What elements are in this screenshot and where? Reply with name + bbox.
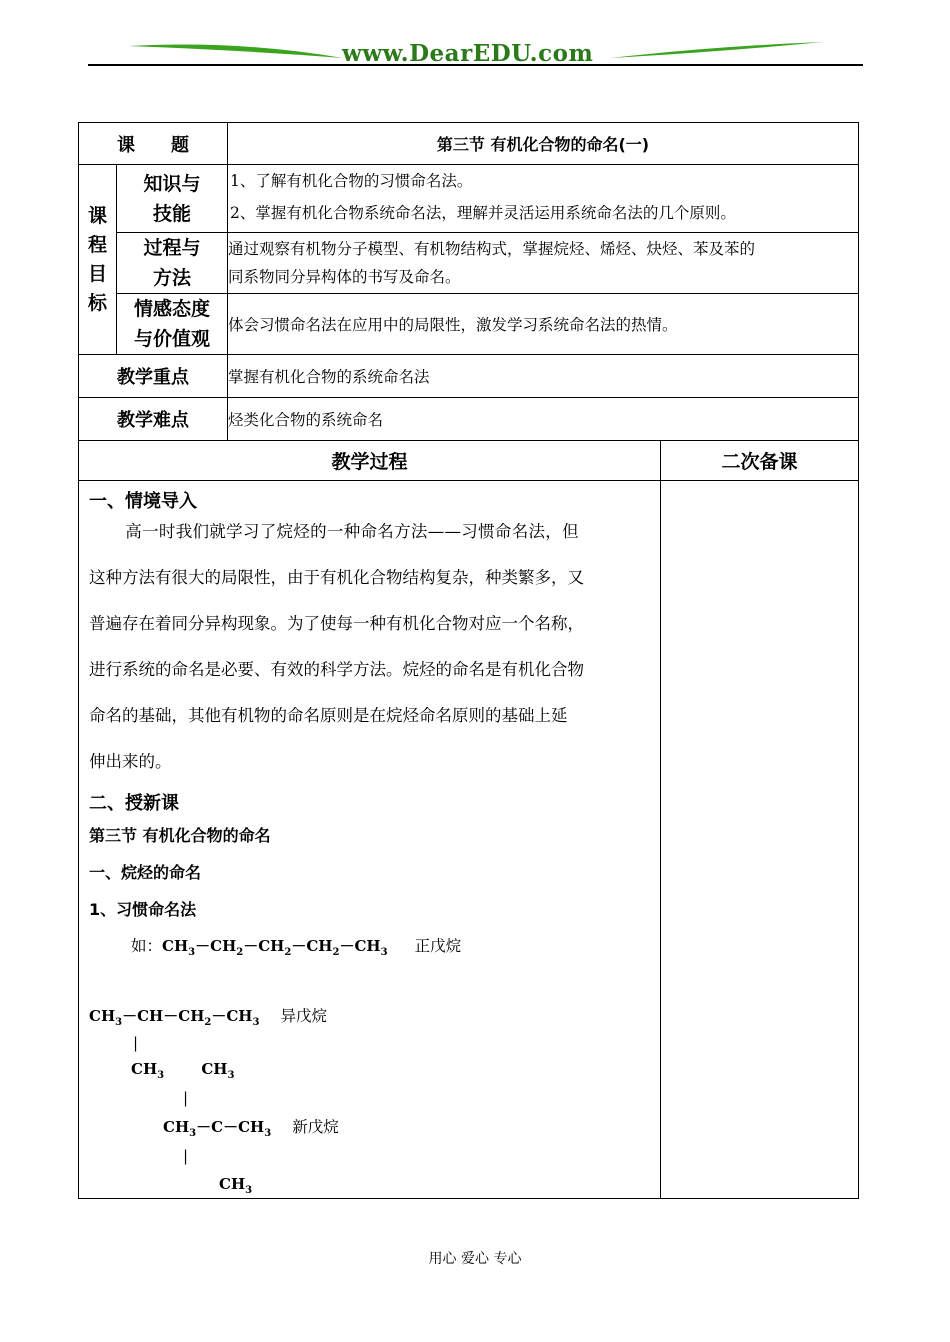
n-pentane-formula: 如：$CH_3-CH_2-CH_2-CH_2-CH_3$ 正戊烷 (131, 937, 462, 958)
section1-line: 高一时我们就学习了烷烃的一种命名方法——习惯命名法，但 (125, 522, 579, 541)
process-method-label (117, 233, 228, 294)
section1-line: 伸出来的。 (89, 752, 172, 771)
key-point-row (79, 355, 859, 398)
key-point-label: 教学重点 (79, 355, 228, 398)
attitude-content: 体会习惯命名法在应用中的局限性，激发学习系统命名法的热情。 (228, 294, 859, 355)
process-method-line: 通过观察有机物分子模型、有机物结构式，掌握烷烃、烯烃、炔烃、苯及苯的 (228, 240, 756, 258)
process-body-row (79, 481, 859, 1199)
objectives-label-char: 标 (87, 291, 107, 314)
second-prep-header: 二次备课 (661, 441, 859, 481)
objectives-label-char: 目 (87, 262, 107, 285)
difficulty-label: 教学难点 (79, 398, 228, 441)
knowledge-line: 2、掌握有机化合物系统命名法，理解并灵活运用系统命名法的几个原则。 (230, 204, 736, 222)
attitude-label-line: 与价值观 (133, 328, 210, 350)
header-rule (88, 64, 863, 66)
neopentane-bond-bottom: | (183, 1147, 189, 1165)
topic-row (79, 123, 859, 165)
process-method-line: 同系物同分异构体的书写及命名。 (228, 268, 461, 286)
knowledge-label-line: 技能 (152, 202, 191, 225)
process-content (79, 481, 661, 1199)
section1-title: 一、情境导入 (89, 491, 197, 512)
key-point-content: 掌握有机化合物的系统命名法 (228, 355, 859, 398)
knowledge-label (117, 165, 228, 233)
topic-title: 第三节 有机化合物的命名(一) (228, 123, 859, 165)
right-swoosh (610, 42, 823, 58)
process-method-label-line: 过程与 (143, 237, 201, 259)
left-swoosh (128, 45, 343, 59)
second-prep-content (661, 481, 859, 1199)
section1-line: 这种方法有很大的局限性，由于有机化合物结构复杂，种类繁多，又 (89, 568, 584, 587)
lesson-title: 第三节 有机化合物的命名 (89, 826, 271, 845)
isopentane-formula: $CH_3-CH-CH_2-CH_3$ 异戊烷 (89, 1007, 328, 1028)
difficulty-row (79, 398, 859, 441)
knowledge-label-line: 知识与 (143, 172, 201, 195)
section1-line: 命名的基础，其他有机物的命名原则是在烷烃命名原则的基础上延 (89, 706, 568, 725)
process-method-content (228, 233, 859, 294)
knowledge-content (228, 165, 859, 233)
attitude-label (117, 294, 228, 355)
difficulty-content: 烃类化合物的系统命名 (228, 398, 859, 441)
site-logo-text: www.DearEDU.com (342, 40, 594, 67)
objectives-label (79, 165, 117, 355)
process-header-row (79, 441, 859, 481)
branch-ch3-row: $CH_3$ $CH_3$ (131, 1060, 235, 1081)
subsection-alkane-naming: 一、烷烃的命名 (89, 863, 202, 882)
objectives-label-char: 程 (87, 233, 107, 256)
isopentane-name: 异戊烷 (280, 1007, 328, 1025)
n-pentane-name: 正戊烷 (414, 937, 462, 955)
topic-label: 课 题 (79, 123, 228, 165)
knowledge-line: 1、了解有机化合物的习惯命名法。 (230, 172, 473, 190)
objective-row-1 (79, 165, 859, 233)
neopentane-bottom-ch3: $CH_3$ (219, 1175, 253, 1196)
subsection-common-naming: 1、习惯命名法 (89, 900, 197, 919)
process-method-label-line: 方法 (152, 267, 191, 289)
objective-row-2 (79, 233, 859, 294)
attitude-label-line: 情感态度 (133, 298, 210, 320)
isopentane-bond: | (133, 1034, 139, 1052)
neopentane-name: 新戊烷 (292, 1118, 339, 1136)
example-prefix: 如： (131, 937, 163, 955)
section1-text (89, 509, 650, 785)
objective-row-3 (79, 294, 859, 355)
section1-line: 进行系统的命名是必要、有效的科学方法。烷烃的命名是有机化合物 (89, 660, 584, 679)
lesson-table (78, 122, 859, 1199)
process-header: 教学过程 (79, 441, 661, 481)
footer-text: 用心 爱心 专心 (428, 1251, 522, 1267)
section2-title: 二、授新课 (89, 793, 179, 814)
objectives-label-char: 课 (87, 204, 107, 227)
neopentane-formula: $CH_3-C-CH_3$ 新戊烷 (163, 1118, 339, 1139)
neopentane-bond-top: | (183, 1089, 189, 1107)
section1-line: 普遍存在着同分异构现象。为了使每一种有机化合物对应一个名称， (89, 614, 584, 633)
